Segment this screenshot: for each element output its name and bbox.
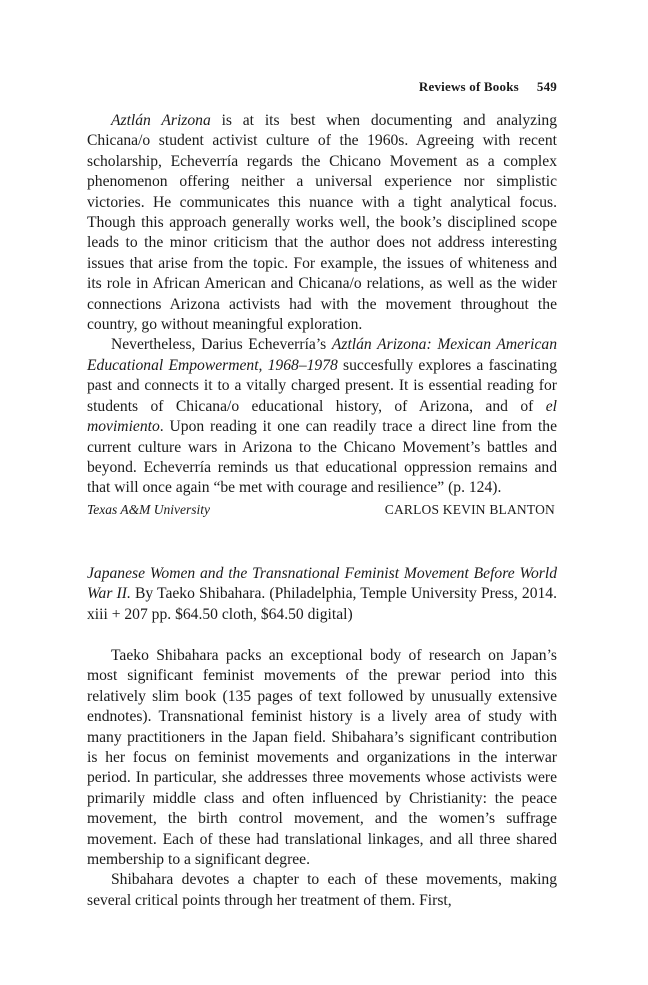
review2-book-entry [87, 564, 557, 625]
review1-book-title: Aztlán Arizona: Mexican American Educational Empowerment, 1968–1978 [87, 336, 557, 374]
review-japanese-women [87, 564, 557, 912]
review2-book-details: By Taeko Shibahara. (Philadelphia, Temple University Press, 2014. xiii + 207 pp. $64.50 cloth, $64.50 digital) [87, 585, 557, 623]
review1-paragraph-2 [87, 335, 557, 498]
review1-p2-text-a: Nevertheless, Darius Echeverría’s [111, 336, 332, 354]
review2-body [87, 646, 557, 911]
section-title: Reviews of Books [418, 79, 519, 94]
review2-book-title: Japanese Women and the Transnational Feminist Movement Before World War II. [87, 564, 557, 603]
reviewer-name: CARLOS KEVIN BLANTON [384, 501, 555, 517]
book-entry-line [87, 564, 557, 625]
review1-lead-title: Aztlán Arizona [111, 112, 211, 129]
running-head [419, 79, 557, 95]
review1-p2-text-c: . Upon reading it one can readily trace a direct line from the current culture wars in Arizona to the Chicano Movement’s battles and beyond. Echeverría reminds us that educational oppression remains and that will once again “be met with courage and resilience” (p. 124). [87, 418, 557, 497]
review1-paragraph-1 [87, 111, 557, 335]
page-number: 549 [536, 79, 557, 94]
review-aztlan-arizona [87, 111, 557, 519]
review1-term: el movimiento [87, 397, 557, 436]
page-body [87, 111, 557, 911]
reviewer-affiliation: Texas A&M University [87, 501, 210, 517]
review2-paragraph-1: Taeko Shibahara packs an exceptional body of research on Japan’s most significant feminist movements of the prewar period into this relatively slim book (135 pages of text followed by unusually extensive endnotes). Transnational feminist history is a lively area of study with many practitioners in the Japan field. Shibahara’s significant contribution is her focus on feminist movements and organizations in the interwar period. In particular, she addresses three movements whose activists were primarily middle class and often influenced by Christianity: the peace movement, the birth control movement, and the women’s suffrage movement. Each of these had translational linkages, and all three shared membership to a significant degree. [87, 646, 557, 868]
review1-paragraph-1-text: is at its best when documenting and analyzing Chicana/o student activist culture of the 1960s. Agreeing with recent scholarship, Echeverría regards the Chicano Movement as a complex phenomenon offering neither a universal experience nor simplistic victories. He communicates this nuance with a tight analytical focus. Though this approach generally works well, the book’s disciplined scope leads to the minor criticism that the author does not address interesting issues that arise from the topic. For example, the issues of whiteness and its role in African American and Chicana/o relations, as well as the wider connections Arizona activists had with the movement throughout the country, go without meaningful exploration. [87, 112, 557, 334]
review2-paragraph-2: Shibahara devotes a chapter to each of these movements, making several critical points through her treatment of them. First, [87, 871, 557, 909]
review1-signature [87, 501, 557, 519]
review1-p2-text-b: succesfully explores a fascinating past and connects it to a vitally charged present. It is essential reading for students of Chicana/o educational history, of Arizona, and of [87, 356, 557, 415]
